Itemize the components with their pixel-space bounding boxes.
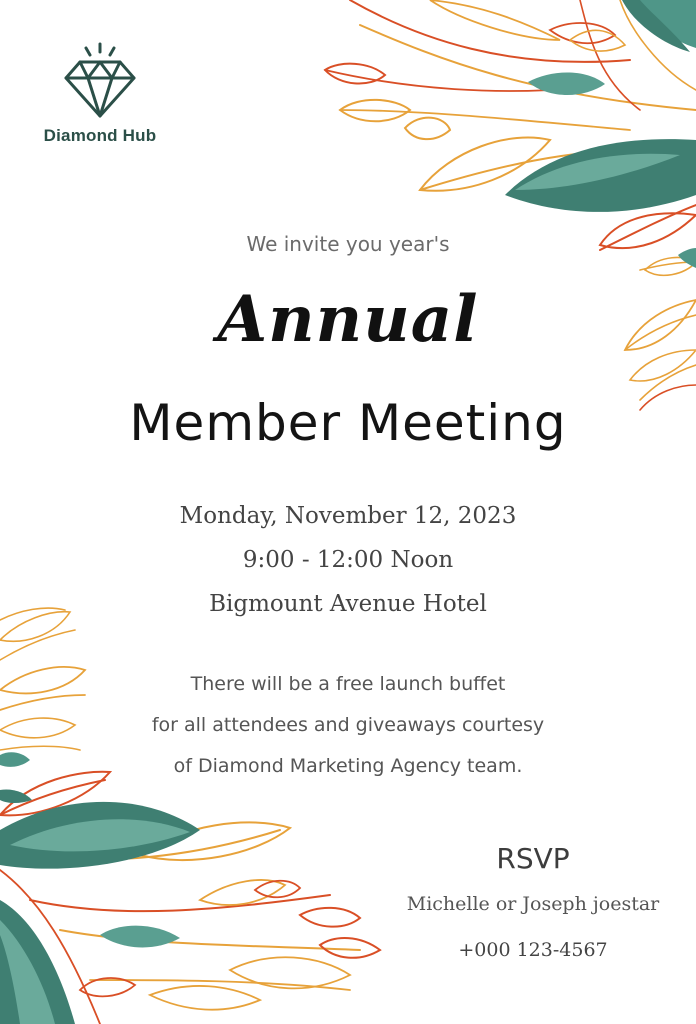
invite-intro: We invite you year's: [246, 232, 450, 256]
brand-logo: [30, 40, 170, 146]
description-line: for all attendees and giveaways courtesy: [151, 714, 545, 736]
brand-name: Diamond Hub: [43, 126, 157, 145]
event-venue: Bigmount Avenue Hotel: [209, 591, 487, 617]
description-line: of Diamond Marketing Agency team.: [173, 755, 523, 777]
floral-decoration-top: [300, 0, 696, 430]
event-date: Monday, November 12, 2023: [179, 503, 517, 529]
title-member-meeting: Member Meeting: [129, 394, 567, 452]
rsvp-contacts: Michelle or Joseph joestar: [406, 893, 660, 915]
diamond-icon: [60, 40, 140, 120]
rsvp-title: RSVP: [496, 842, 570, 875]
rsvp-phone: +000 123-4567: [458, 939, 608, 961]
description-line: There will be a free launch buffet: [190, 673, 506, 695]
event-description: [0, 664, 696, 787]
event-time: 9:00 - 12:00 Noon: [242, 547, 454, 573]
title-annual: Annual: [217, 282, 479, 357]
